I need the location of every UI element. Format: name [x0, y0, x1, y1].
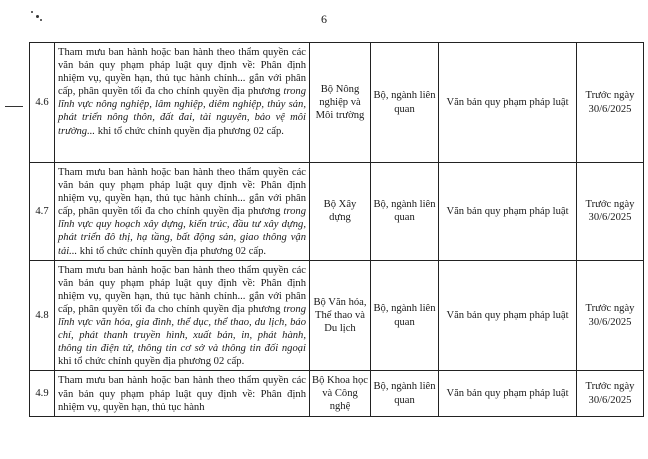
product-type: Văn bản quy phạm pháp luật — [439, 43, 577, 163]
row-number: 4.7 — [30, 163, 55, 261]
coordinating-agency: Bộ, ngành liên quan — [371, 163, 439, 261]
task-table — [29, 42, 644, 417]
task-content: Tham mưu ban hành hoặc ban hành theo thẩm quyền các văn bản quy phạm pháp luật quy định về: Phân định nhiệm vụ, quyền hạn, thủ tục hành chính... gắn với phân cấp, phân quyền tối đa cho chính quyền địa phương trong lĩnh vực văn hóa, gia đình, thể dục, thể thao, du lịch, báo chí, phát thanh truyền hình, xuất bản, in, phát hành, thông tin điện tử, thông tin cơ sở và thông tin đối ngoại khi tổ chức chính quyền địa phương 02 cấp. — [55, 260, 310, 371]
coordinating-agency: Bộ, ngành liên quan — [371, 260, 439, 371]
lead-agency: Bộ Xây dựng — [310, 163, 371, 261]
table-row — [30, 43, 644, 163]
page-number: 6 — [321, 12, 327, 26]
table-row — [30, 260, 644, 371]
coordinating-agency: Bộ, ngành liên quan — [371, 371, 439, 416]
coordinating-agency: Bộ, ngành liên quan — [371, 43, 439, 163]
product-type: Văn bản quy phạm pháp luật — [439, 163, 577, 261]
task-content: Tham mưu ban hành hoặc ban hành theo thẩm quyền các văn bản quy phạm pháp luật quy định về: Phân định nhiệm vụ, quyền hạn, thủ tục hành chính... gắn với phân cấp, phân quyền tối đa cho chính quyền địa phương trong lĩnh vực nông nghiệp, lâm nghiệp, diêm nghiệp, thủy sản, phát triển nông thôn, đất đai, tài nguyên, bảo vệ môi trường... khi tổ chức chính quyền địa phương 02 cấp. — [55, 43, 310, 163]
row-number: 4.6 — [30, 43, 55, 163]
deadline: Trước ngày 30/6/2025 — [577, 260, 644, 371]
lead-agency: Bộ Khoa học và Công nghệ — [310, 371, 371, 416]
row-number: 4.8 — [30, 260, 55, 371]
deadline: Trước ngày 30/6/2025 — [577, 163, 644, 261]
lead-agency: Bộ Nông nghiệp và Môi trường — [310, 43, 371, 163]
task-content: Tham mưu ban hành hoặc ban hành theo thẩm quyền các văn bản quy phạm pháp luật quy định về: Phân định nhiệm vụ, quyền hạn, thủ tục hành chính... gắn với phân cấp, phân quyền tối đa cho chính quyền địa phương trong lĩnh vực quy hoạch xây dựng, kiến trúc, đầu tư xây dựng, phát triển đô thị, hạ tầng, bất động sản, giao thông vận tải... khi tổ chức chính quyền địa phương 02 cấp. — [55, 163, 310, 261]
table-row — [30, 371, 644, 416]
task-content: Tham mưu ban hành hoặc ban hành theo thẩm quyền các văn bản quy phạm pháp luật quy định về: Phân định nhiệm vụ, quyền hạn, thủ tục hành — [55, 371, 310, 416]
deadline: Trước ngày 30/6/2025 — [577, 43, 644, 163]
lead-agency: Bộ Văn hóa, Thể thao và Du lịch — [310, 260, 371, 371]
product-type: Văn bản quy phạm pháp luật — [439, 260, 577, 371]
row-number: 4.9 — [30, 371, 55, 416]
product-type: Văn bản quy phạm pháp luật — [439, 371, 577, 416]
margin-mark — [5, 106, 23, 107]
deadline: Trước ngày 30/6/2025 — [577, 371, 644, 416]
table-row — [30, 163, 644, 261]
